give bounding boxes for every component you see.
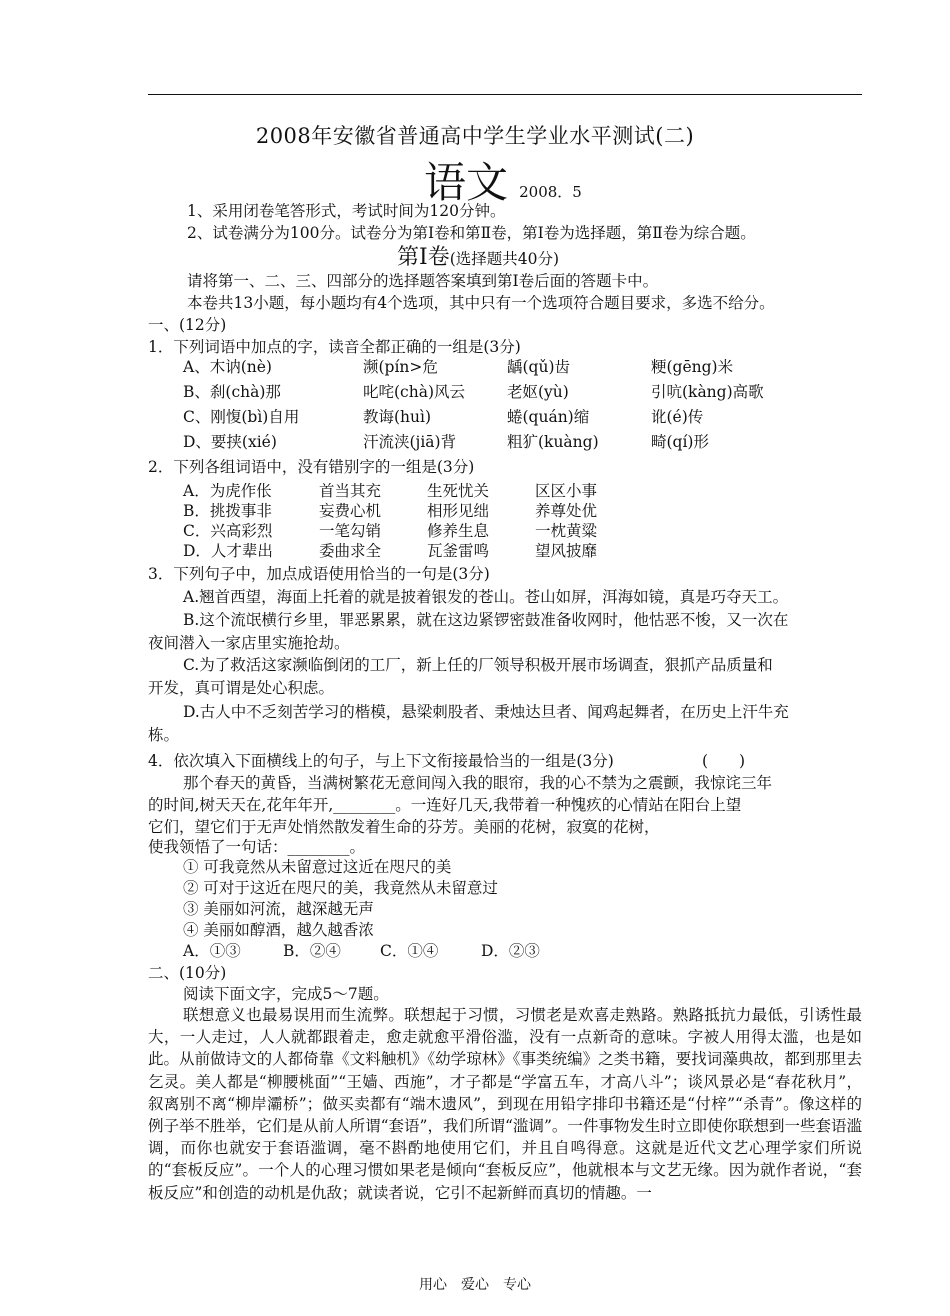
q1-cell: 畸(qí)形 [651, 433, 709, 451]
q3-option-b-cont: 夜间潜入一家店里实施抢劫。 [148, 634, 350, 652]
q4-sentence: ② 可对于这近在咫尺的美，我竟然从未留意过 [183, 879, 498, 897]
instruction-2: 2、试卷满分为100分。试卷分为第Ⅰ卷和第Ⅱ卷，第Ⅰ卷为选择题，第Ⅱ卷为综合题。 [187, 224, 756, 242]
q1-stem: 1．下列词语中加点的字，读音全都正确的一组是(3分) [148, 338, 521, 356]
section1-heading: 一、(12分) [148, 316, 227, 334]
q1-cell: 汗流浃(jiā)背 [363, 433, 457, 451]
q1-cell: 龋(qǔ)齿 [507, 358, 570, 376]
q1-cell: 濒(pín>危 [363, 358, 438, 376]
q4-choices [183, 940, 583, 962]
q4-choice: B．②④ [283, 942, 341, 960]
page-footer: 用心 爱心 专心 [419, 1277, 531, 1293]
q4-answer-paren: ( ) [702, 752, 746, 770]
q1-option-row [183, 381, 843, 403]
volume1-note-2: 本卷共13小题，每小题均有4个选项，其中只有一个选项符合题目要求，多选不给分。 [187, 294, 775, 312]
q2-cell: 相形见绌 [427, 502, 490, 520]
q1-option-row [183, 406, 843, 428]
q4-choice: A．①③ [183, 942, 241, 960]
q3-option-c: C.为了救活这家濒临倒闭的工厂，新上任的厂领导积极开展市场调查，狠抓产品质量和 [183, 656, 773, 674]
q2-cell: 首当其充 [319, 482, 382, 500]
q1-cell: 叱咤(chà)风云 [363, 383, 465, 401]
q2-cell: 妄费心机 [319, 502, 382, 520]
q1-cell: 粳(gēng)米 [651, 358, 734, 376]
q4-passage-line: 那个春天的黄昏，当满树繁花无意间闯入我的眼帘，我的心不禁为之震颤，我惊诧三年 [183, 774, 773, 792]
volume1-heading [397, 240, 559, 271]
q2-cell: 区区小事 [535, 482, 598, 500]
q3-option-d: D.古人中不乏刻苦学习的楷模，悬梁刺股者、秉烛达旦者、闻鸡起舞者，在历史上汗牛充 [183, 703, 789, 721]
q2-cell: 瓦釜雷鸣 [427, 542, 490, 560]
q4-passage-line: 使我领悟了一句话：________。 [148, 838, 366, 856]
q1-cell: 粗犷(kuàng) [507, 433, 599, 451]
q2-option-row [183, 480, 683, 502]
volume1-title: 第Ⅰ卷 [397, 245, 450, 270]
q1-cell: B、刹(chà)那 [183, 383, 281, 401]
q2-cell: C．兴高彩烈 [183, 522, 273, 540]
q1-cell: D、要挟(xié) [183, 433, 277, 451]
q2-cell: A．为虎作伥 [183, 482, 272, 500]
q2-cell: 委曲求全 [319, 542, 382, 560]
q1-cell: 蜷(quán)缩 [507, 408, 590, 426]
q2-cell: 一枕黄粱 [535, 522, 598, 540]
reading-passage: 联想意义也最易误用而生流弊。联想起于习惯，习惯老是欢喜走熟路。熟路抵抗力最低，引诱性最大，一人走过，人人就都跟着走，愈走就愈平滑俗滥，没有一点新奇的意味。字被人用得太滥，也是如此。从前做诗文的人都倚靠《文料触机》《幼学琼林》《事类统编》之类书籍，要找词藻典故，都到那里去乞灵。美人都是“柳腰桃面”“王嫱、西施”，才子都是“学富五车，才高八斗”；谈风景必是“春花秋月”，叙离别不离“柳岸灞桥”；做买卖都有“端木遗风”，到现在用铅字排印书籍还是“付梓”“杀青”。像这样的例子举不胜举，它们是从前人所谓“套语”，我们所谓“滥调”。一件事物发生时立即使你联想到一些套语滥调，而你也就安于套语滥调，毫不斟酌地使用它们，并且自鸣得意。这就是近代文艺心理学家们所说的“套板反应”。一个人的心理习惯如果老是倾向“套板反应”，他就根本与文艺无缘。因为就作者说，“套板反应”和创造的动机是仇敌；就读者说，它引不起新鲜而真切的情趣。一 [148, 1006, 862, 1202]
q2-cell: 修养生息 [427, 522, 490, 540]
q4-sentence: ④ 美丽如醇酒，越久越香浓 [183, 921, 374, 939]
header-rule [148, 94, 862, 95]
section2-heading: 二、(10分) [148, 964, 227, 982]
q1-cell: 引吭(kàng)高歌 [651, 383, 764, 401]
q3-option-d-cont: 栋。 [148, 726, 180, 744]
q4-choice: D．②③ [481, 942, 540, 960]
volume1-subtitle: (选择题共40分) [449, 250, 560, 268]
q3-option-b: B.这个流氓横行乡里，罪恶累累，就在这边紧锣密鼓准备收网时，他怙恶不悛，又一次在 [183, 611, 789, 629]
exam-date: 2008．5 [519, 183, 582, 201]
volume1-note-1: 请将第一、二、三、四部分的选择题答案填到第Ⅰ卷后面的答题卡中。 [187, 272, 659, 290]
q4-sentence: ③ 美丽如河流，越深越无声 [183, 900, 374, 918]
q1-cell: 讹(é)传 [651, 408, 704, 426]
q2-cell: D．人才辈出 [183, 542, 273, 560]
q1-cell: 教诲(huì) [363, 408, 432, 426]
q2-stem: 2．下列各组词语中，没有错别字的一组是(3分) [148, 458, 475, 476]
q2-option-row [183, 520, 683, 542]
q4-stem: 4．依次填入下面横线上的句子，与上下文衔接最恰当的一组是(3分) [148, 752, 614, 770]
q3-option-c-cont: 开发，真可谓是处心积虑。 [148, 679, 335, 697]
q1-option-row [183, 356, 843, 378]
exam-title: 2008年安徽省普通高中学生学业水平测试(二) [255, 124, 695, 148]
q2-cell: 一笔勾销 [319, 522, 382, 540]
q2-cell: 望风披靡 [535, 542, 598, 560]
q2-cell: 养尊处优 [535, 502, 598, 520]
q1-option-row [183, 431, 843, 453]
q4-passage-line: 的时间,树天天在,花年年开,________。一连好几天,我带着一种愧疚的心情站在阳台上望 [148, 796, 742, 814]
q2-option-row [183, 500, 683, 522]
q1-cell: 老妪(yù) [507, 383, 569, 401]
instruction-1: 1、采用闭卷笔答形式，考试时间为120分钟。 [187, 202, 506, 220]
q2-cell: B．挑拨事非 [183, 502, 272, 520]
subject-title: 语文 [424, 158, 509, 207]
q3-option-a: A.翘首西望，海面上托着的就是披着银发的苍山。苍山如屏，洱海如镜，真是巧夺天工。 [183, 588, 789, 606]
q1-cell: C、刚愎(bì)自用 [183, 408, 300, 426]
q1-cell: A、木讷(nè) [183, 358, 272, 376]
q3-stem: 3．下列句子中，加点成语使用恰当的一句是(3分) [148, 565, 490, 583]
q4-sentence: ① 可我竟然从未留意过这近在咫尺的美 [183, 858, 452, 876]
q4-passage-line: 它们，望它们于无声处悄然散发着生命的芬芳。美丽的花树，寂寞的花树， [148, 818, 660, 836]
q4-choice: C．①④ [380, 942, 439, 960]
q2-cell: 生死忧关 [427, 482, 490, 500]
q2-option-row [183, 540, 683, 562]
section2-intro: 阅读下面文字，完成5～7题。 [183, 985, 389, 1003]
